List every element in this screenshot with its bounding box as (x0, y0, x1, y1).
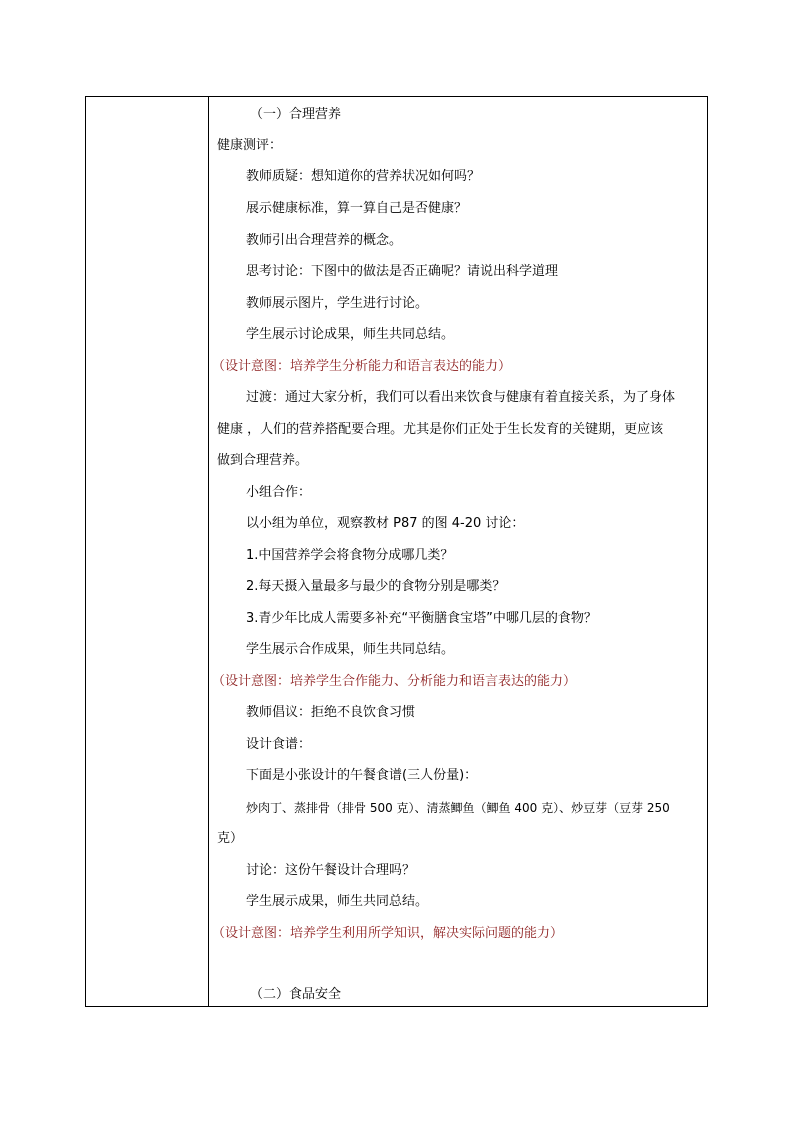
discuss-menu: 讨论：这份午餐设计合理吗？ (246, 863, 416, 878)
teacher-show-picture: 教师展示图片，学生进行讨论。 (246, 296, 429, 311)
group-unit-instruction: 以小组为单位，观察教材 P87 的图 4-20 讨论： (246, 516, 525, 531)
transition-line-3: 做到合理营养。 (217, 453, 309, 468)
show-standard: 展示健康标准，算一算自己是否健康？ (246, 201, 468, 216)
group-work-label: 小组合作： (246, 485, 312, 500)
transition-line-1: 过渡：通过大家分析，我们可以看出来饮食与健康有着直接关系，为了身体 (246, 390, 676, 405)
section-title-nutrition: （一）合理营养 (250, 107, 342, 122)
question-1: 1.中国营养学会将食物分成哪几类？ (246, 548, 454, 563)
transition-line-2: 健康 ，人们的营养搭配要合理。尤其是你们正处于生长发育的关键期，更应该 (217, 422, 664, 437)
students-show-discussion: 学生展示讨论成果，师生共同总结。 (246, 327, 455, 342)
question-2: 2.每天摄入量最多与最少的食物分别是哪类？ (246, 579, 506, 594)
students-show-results: 学生展示成果，师生共同总结。 (246, 894, 429, 909)
teacher-question: 教师质疑：想知道你的营养状况如何吗？ (246, 169, 481, 184)
design-intent-3: （设计意图：培养学生利用所学知识，解决实际问题的能力） (212, 926, 564, 941)
students-show-cooperation: 学生展示合作成果，师生共同总结。 (246, 642, 455, 657)
teacher-advocate: 教师倡议：拒绝不良饮食习惯 (246, 705, 416, 720)
health-test-label: 健康测评： (217, 138, 283, 153)
menu-line-1: 炒肉丁、蒸排骨（排骨 500 克）、清蒸鲫鱼（鲫鱼 400 克）、炒豆芽（豆芽 250 (246, 801, 670, 815)
section-title-food-safety: （二）食品安全 (250, 987, 342, 1002)
teacher-concept: 教师引出合理营养的概念。 (246, 233, 403, 248)
menu-intro: 下面是小张设计的午餐食谱(三人份量)： (246, 768, 478, 783)
lesson-table (85, 96, 708, 1007)
design-intent-1: （设计意图：培养学生分析能力和语言表达的能力） (212, 359, 512, 374)
menu-line-2: 克） (217, 831, 244, 846)
column-divider (208, 97, 209, 1006)
think-discuss: 思考讨论：下图中的做法是否正确呢？请说出科学道理 (246, 264, 559, 279)
content-cell (212, 97, 707, 1006)
design-menu-label: 设计食谱： (246, 737, 312, 752)
question-3: 3.青少年比成人需要多补充“平衡膳食宝塔”中哪几层的食物？ (246, 611, 597, 626)
design-intent-2: （设计意图：培养学生合作能力、分析能力和语言表达的能力） (212, 674, 577, 689)
